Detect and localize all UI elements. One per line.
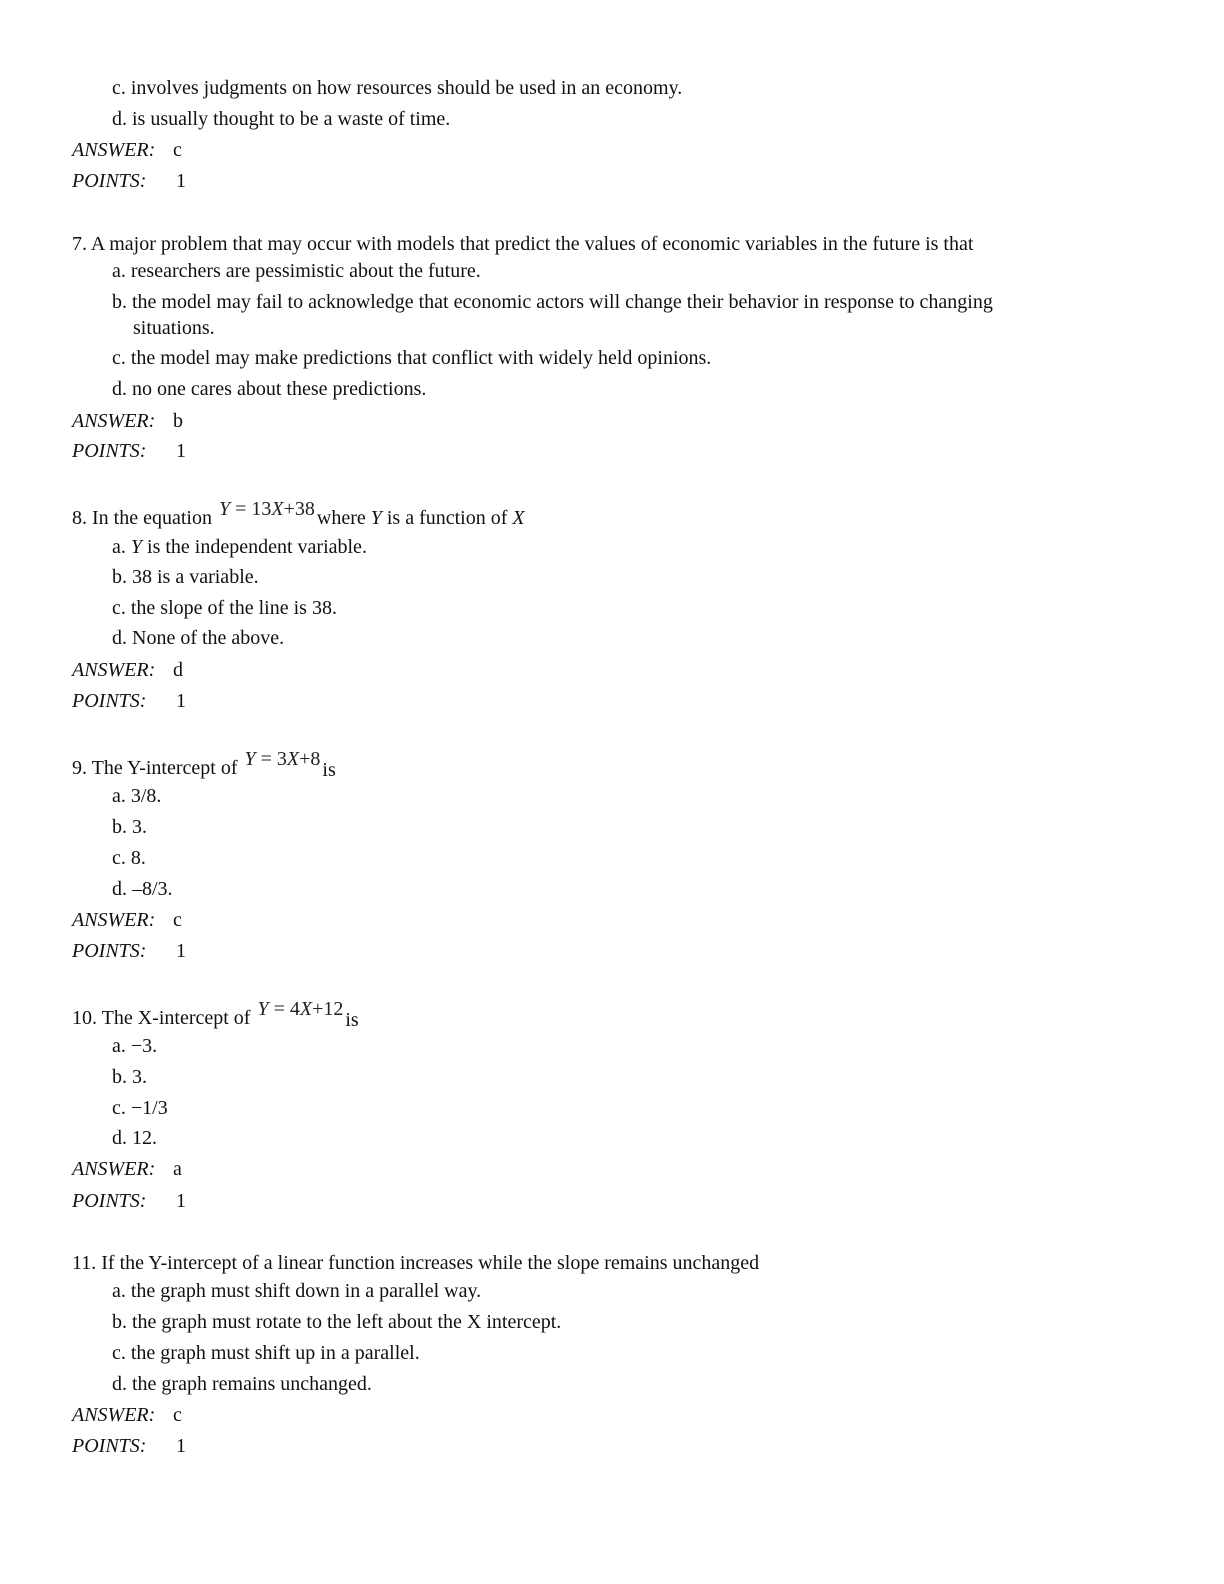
points-value: 1 — [176, 1435, 186, 1457]
option-c: c. involves judgments on how resources should be used in an economy. — [112, 77, 683, 99]
answer-label: ANSWER: — [72, 410, 156, 432]
question-10-stem — [72, 998, 359, 1031]
option-c: c. the slope of the line is 38. — [112, 597, 337, 619]
points-line — [72, 169, 186, 193]
answer-value: c — [173, 909, 182, 931]
equation-rest: +12 — [312, 998, 344, 1020]
option-c: c. the graph must shift up in a parallel. — [112, 1342, 420, 1364]
equation-var: X — [299, 998, 313, 1020]
option-d: d. no one cares about these predictions. — [112, 378, 427, 400]
answer-value: c — [173, 139, 182, 161]
option-b: b. the model may fail to acknowledge that economic actors will change their behavior in response to changing — [112, 291, 993, 313]
equation-mid: = 4 — [268, 998, 300, 1020]
stem-suffix-2: is a function of — [381, 507, 513, 529]
stem-var-y: Y — [370, 507, 382, 529]
stem-suffix: where — [316, 507, 371, 529]
answer-line — [72, 409, 183, 433]
option-c: c. the model may make predictions that conflict with widely held opinions. — [112, 347, 712, 369]
points-value: 1 — [176, 690, 186, 712]
option-a: a. researchers are pessimistic about the future. — [112, 260, 481, 282]
points-label: POINTS: — [72, 440, 147, 462]
points-label: POINTS: — [72, 1435, 147, 1457]
points-value: 1 — [176, 1190, 186, 1212]
question-9-stem — [72, 748, 336, 781]
stem-var-x: X — [512, 507, 525, 529]
stem-prefix: 10. The X-intercept of — [72, 1007, 256, 1029]
answer-value: c — [173, 1404, 182, 1426]
option-prefix: a. — [112, 536, 131, 558]
equation — [257, 998, 343, 1020]
option-b-continuation: situations. — [133, 317, 215, 339]
stem-suffix: is — [345, 1009, 359, 1031]
equation-rest: +38 — [283, 498, 315, 520]
option-d: d. is usually thought to be a waste of time. — [112, 108, 451, 130]
answer-label: ANSWER: — [72, 1404, 156, 1426]
option-text: is the independent variable. — [142, 536, 367, 558]
answer-line — [72, 138, 182, 162]
equation-var: X — [271, 498, 284, 520]
equation — [219, 498, 315, 520]
option-a: a. −3. — [112, 1035, 158, 1057]
option-d: d. –8/3. — [112, 878, 173, 900]
points-line — [72, 689, 186, 713]
answer-value: d — [173, 659, 183, 681]
option-d: d. None of the above. — [112, 627, 285, 649]
equation-lhs: Y — [244, 748, 256, 770]
equation — [245, 748, 321, 770]
equation-mid: = 13 — [230, 498, 272, 520]
equation-lhs: Y — [218, 498, 231, 520]
answer-line — [72, 1157, 182, 1181]
option-d: d. the graph remains unchanged. — [112, 1373, 372, 1395]
points-label: POINTS: — [72, 1190, 147, 1212]
option-a: a. the graph must shift down in a parallel way. — [112, 1280, 482, 1302]
equation-mid: = 3 — [255, 748, 287, 770]
answer-label: ANSWER: — [72, 909, 156, 931]
points-label: POINTS: — [72, 690, 147, 712]
points-line — [72, 1189, 186, 1213]
points-line — [72, 939, 186, 963]
option-b: b. 3. — [112, 1066, 147, 1088]
option-a — [112, 535, 367, 559]
points-value: 1 — [176, 940, 186, 962]
option-d: d. 12. — [112, 1127, 157, 1149]
points-label: POINTS: — [72, 940, 147, 962]
option-c: c. 8. — [112, 847, 146, 869]
option-b: b. 3. — [112, 816, 147, 838]
points-label: POINTS: — [72, 170, 147, 192]
option-a: a. 3/8. — [112, 785, 162, 807]
answer-label: ANSWER: — [72, 1158, 156, 1180]
answer-value: a — [173, 1158, 182, 1180]
option-b: b. 38 is a variable. — [112, 566, 259, 588]
question-7-stem: 7. A major problem that may occur with models that predict the values of economic variables in the future is that — [72, 233, 974, 255]
answer-line — [72, 1403, 182, 1427]
answer-label: ANSWER: — [72, 139, 156, 161]
option-b: b. the graph must rotate to the left about the X intercept. — [112, 1311, 562, 1333]
points-line — [72, 439, 186, 463]
equation-rest: +8 — [299, 748, 321, 770]
points-line — [72, 1434, 186, 1458]
question-8-stem — [72, 498, 525, 530]
option-c: c. −1/3 — [112, 1097, 168, 1119]
answer-line — [72, 658, 183, 682]
answer-label: ANSWER: — [72, 659, 156, 681]
stem-suffix: is — [322, 759, 336, 781]
option-var: Y — [130, 536, 143, 558]
question-11-stem: 11. If the Y-intercept of a linear function increases while the slope remains unchanged — [72, 1252, 760, 1274]
equation-lhs: Y — [257, 998, 269, 1020]
points-value: 1 — [176, 440, 186, 462]
stem-prefix: 8. In the equation — [72, 507, 217, 529]
equation-var: X — [286, 748, 300, 770]
answer-value: b — [173, 410, 183, 432]
answer-line — [72, 908, 182, 932]
points-value: 1 — [176, 170, 186, 192]
stem-prefix: 9. The Y-intercept of — [72, 757, 243, 779]
